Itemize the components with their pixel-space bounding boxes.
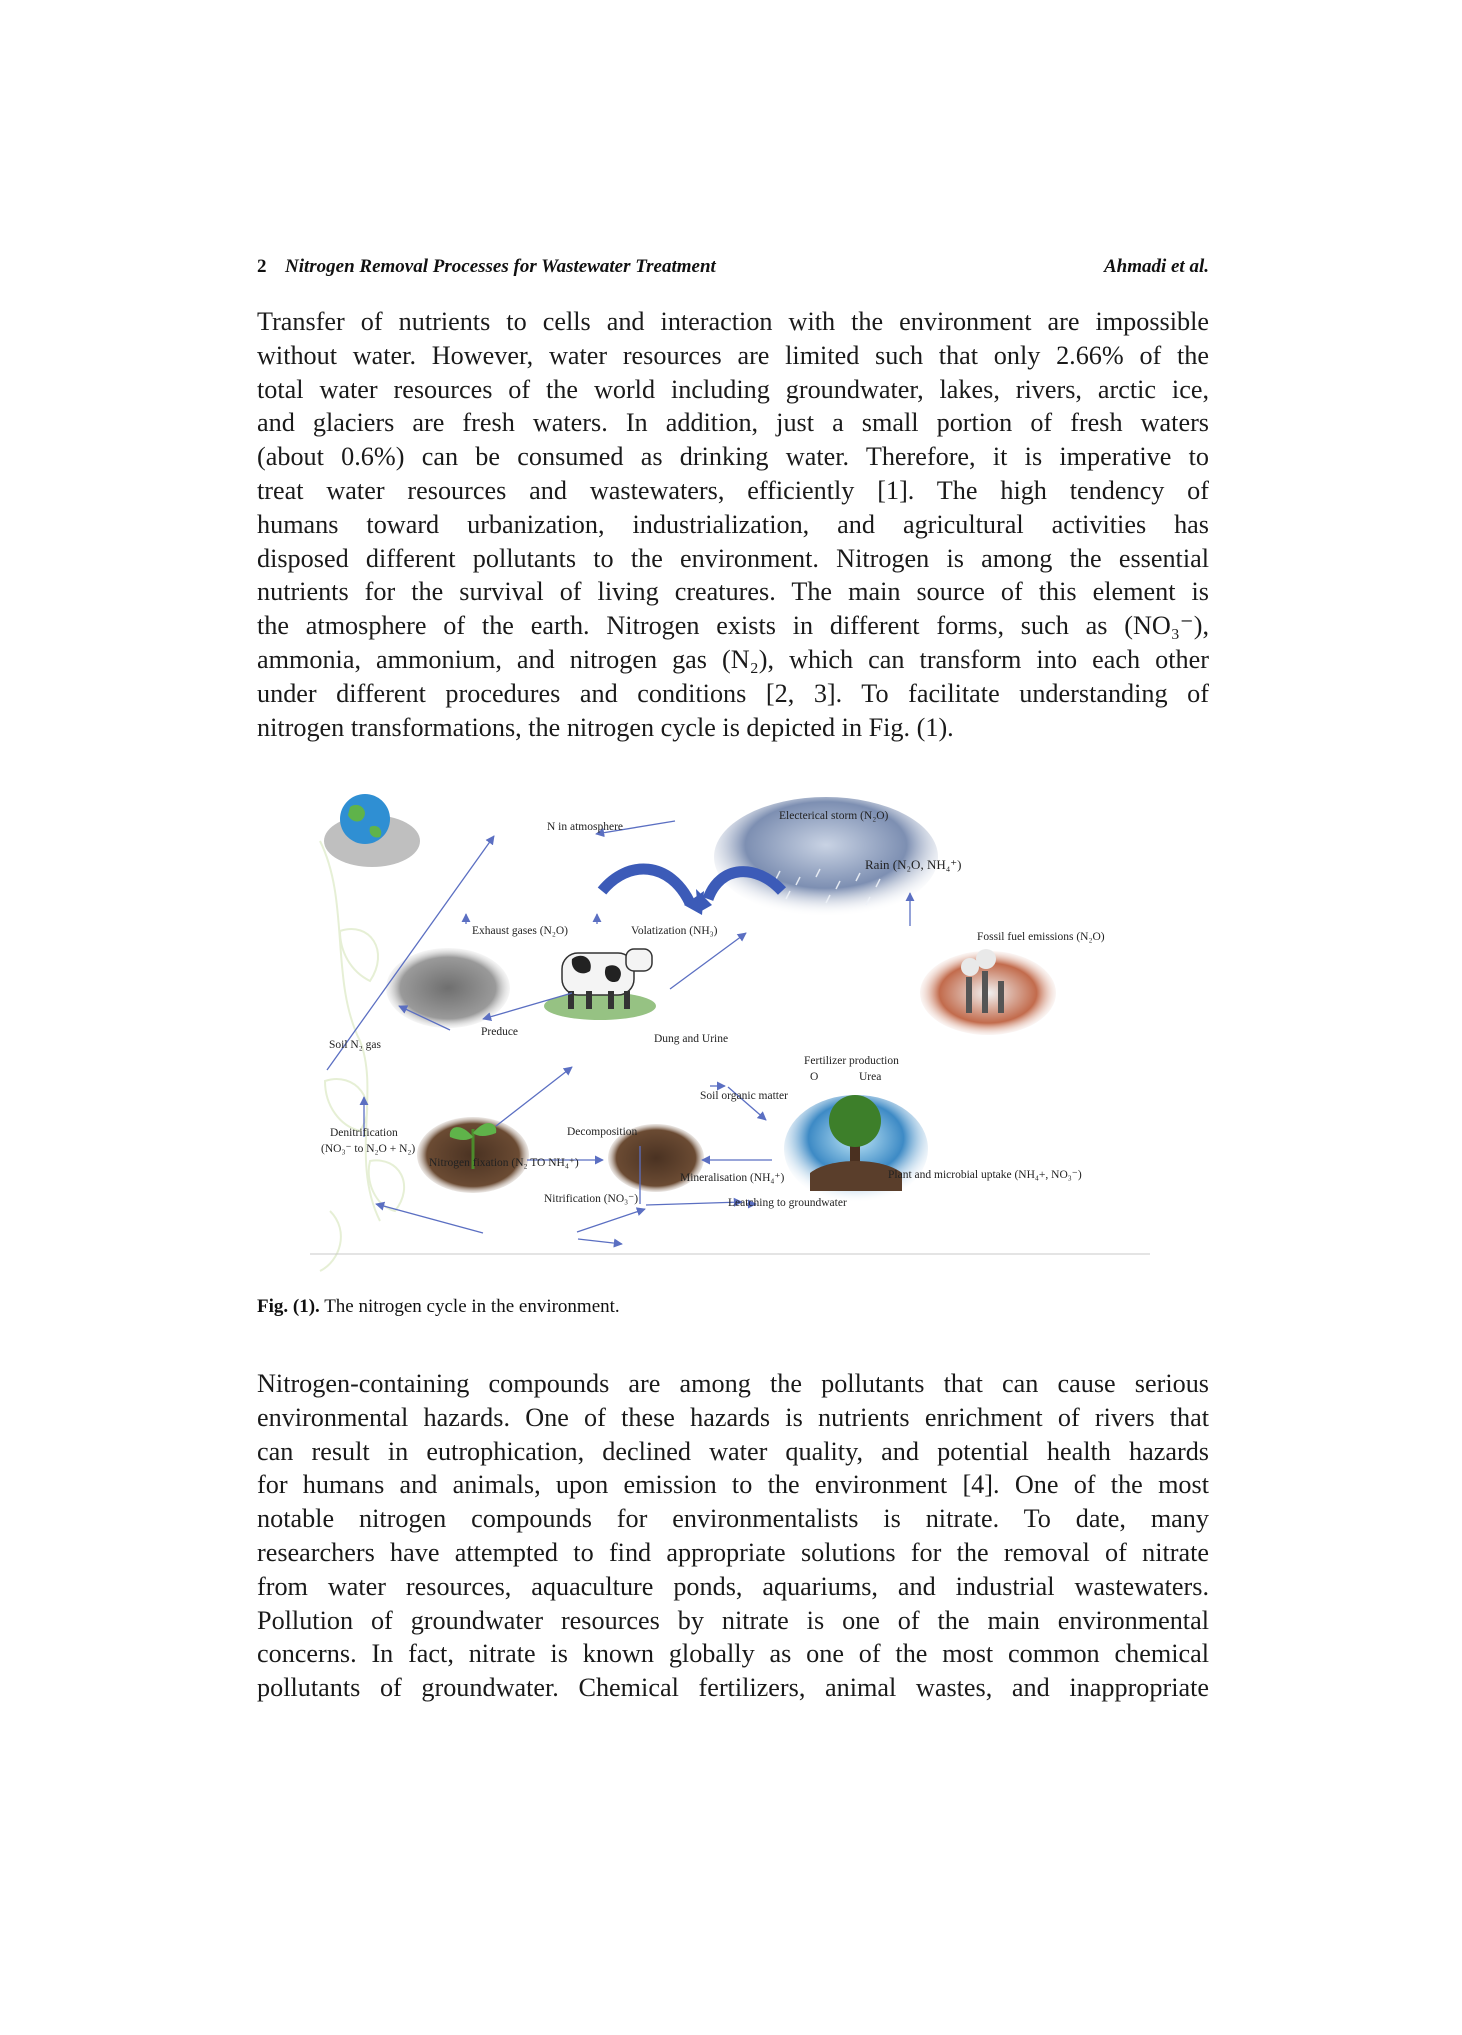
cow-icon (544, 949, 656, 1020)
running-title: Nitrogen Removal Processes for Wastewater Treatment (285, 256, 716, 277)
text-line: disposed different pollutants to the environment. Nitrogen is among the essential (257, 543, 1209, 573)
text-line: without water. However, water resources are limited such that only 2.66% of the (257, 340, 1209, 370)
label-nitrogen-fixation: Nitrogen fixation (N₂ TO NH₄⁺) (429, 1157, 579, 1169)
label-dung-urine: Dung and Urine (654, 1033, 729, 1045)
figure-caption (257, 1296, 620, 1318)
label-exhaust-gases: Exhaust gases (N₂O) (472, 925, 568, 937)
text-line: can result in eutrophication, declined water quality, and potential health hazards (257, 1436, 1209, 1466)
label-decomposition: Decomposition (567, 1126, 638, 1138)
label-rain: Rain (N₂O, NH₄⁺) (865, 857, 962, 872)
tree-icon (784, 1095, 928, 1203)
leaf-background (320, 841, 404, 1271)
text-line: Transfer of nutrients to cells and interaction with the environment are impossible (257, 307, 1209, 336)
label-fertilizer-o: O (810, 1071, 819, 1083)
text-line: concerns. In fact, nitrate is known globally as one of the most common chemical (257, 1639, 1209, 1669)
text-line: under different procedures and conditions [2, 3]. To facilitate understanding of (257, 678, 1209, 708)
text-line: Pollution of groundwater resources by nitrate is one of the main environmental (257, 1605, 1209, 1635)
text-line: researchers have attempted to find appropriate solutions for the removal of nitrate (257, 1537, 1209, 1567)
text-line: and glaciers are fresh waters. In addition, just a small portion of fresh waters (257, 408, 1209, 438)
text-line: for humans and animals, upon emission to the environment [4]. One of the most (257, 1470, 1209, 1500)
label-mineralisation: Mineralisation (NH₄⁺) (680, 1172, 785, 1184)
earth-icon (324, 794, 420, 867)
label-denitrification: Denitrification (330, 1127, 398, 1139)
text-line: treat water resources and wastewaters, efficiently [1]. The high tendency of (257, 475, 1209, 505)
text-line: environmental hazards. One of these hazards is nutrients enrichment of rivers that (257, 1402, 1209, 1432)
label-electrical-storm: Electerical storm (N₂O) (779, 810, 889, 822)
paragraph-2 (257, 1367, 1209, 1705)
nitrogen-cycle-figure (310, 781, 1152, 1276)
text-line: notable nitrogen compounds for environmentalists is nitrate. To date, many (257, 1504, 1209, 1534)
running-header (257, 256, 1209, 282)
label-plant-microbial-uptake: Plant and microbial uptake (NH₄+, NO₃⁻) (888, 1169, 1082, 1181)
label-volatization: Volatization (NH₃) (631, 925, 718, 937)
power-plant-icon (920, 949, 1056, 1035)
label-fossil-fuel-emissions: Fossil fuel emissions (N₂O) (977, 931, 1105, 943)
running-authors: Ahmadi et al. (1103, 256, 1209, 277)
text-line: nutrients for the survival of living creatures. The main source of this element is (257, 577, 1209, 607)
text-line: Nitrogen-containing compounds are among the pollutants that can cause serious (257, 1369, 1209, 1398)
label-denitrification-formula: (NO₃⁻ to N₂O + N₂) (321, 1143, 416, 1155)
text-line: (about 0.6%) can be consumed as drinking water. Therefore, it is imperative to (257, 442, 1209, 472)
label-n-atmosphere: N in atmosphere (547, 821, 624, 833)
text-line: pollutants of groundwater. Chemical fertilizers, animal wastes, and inappropriate (257, 1673, 1209, 1703)
text-line: humans toward urbanization, industrialization, and agricultural activities has (257, 509, 1209, 539)
paragraph-1 (257, 305, 1209, 744)
page-number: 2 (257, 256, 267, 277)
label-soil-organic-matter: Soil organic matter (700, 1090, 788, 1102)
figure-caption-label: Fig. (1). (257, 1296, 320, 1317)
label-fertilizer-production: Fertilizer production (804, 1055, 899, 1067)
label-nitrification: Nitrification (NO₃⁻) (544, 1193, 639, 1205)
text-line: the atmosphere of the earth. Nitrogen exists in different forms, such as (NO₃⁻), (257, 611, 1209, 641)
label-soil-n2-gas: Soil N₂ gas (329, 1039, 381, 1051)
text-line: from water resources, aquaculture ponds, aquariums, and industrial wastewaters. (257, 1571, 1209, 1601)
label-produce: Preduce (481, 1026, 519, 1038)
text-line: ammonia, ammonium, and nitrogen gas (N₂), which can transform into each other (257, 644, 1209, 674)
text-line: nitrogen transformations, the nitrogen cycle is depicted in Fig. (1). (257, 712, 954, 742)
text-line: total water resources of the world including groundwater, lakes, rivers, arctic ice, (257, 374, 1209, 404)
label-fertilizer-urea: Urea (859, 1071, 882, 1083)
figure-caption-text: The nitrogen cycle in the environment. (319, 1296, 620, 1317)
label-leaching: Leatching to groundwater (728, 1197, 847, 1209)
